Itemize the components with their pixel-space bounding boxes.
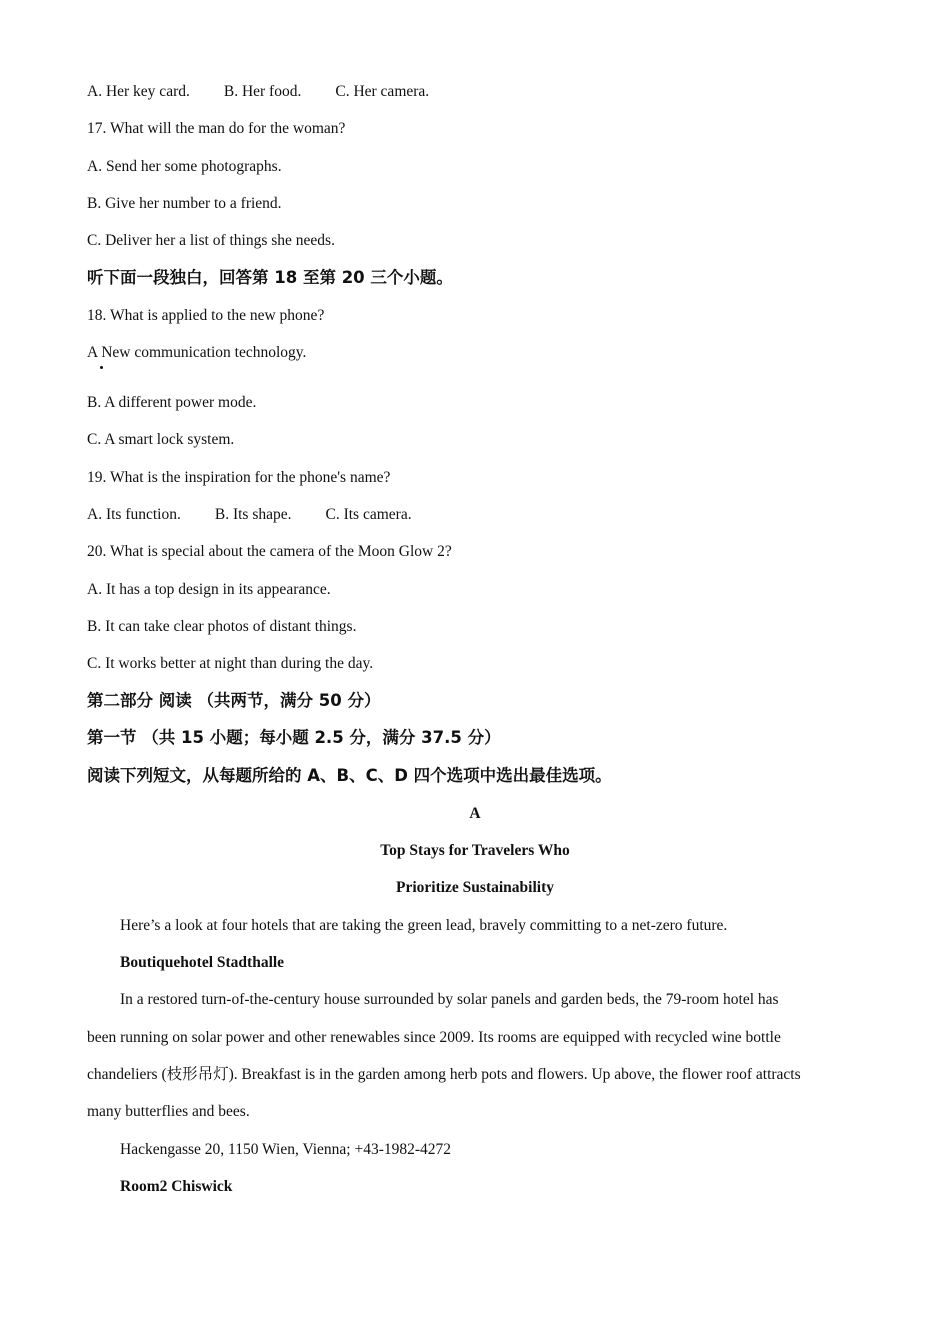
q16-options (87, 82, 429, 102)
q20-option-c: C. It works better at night than during the day. (87, 655, 374, 672)
hotel1-name: Boutiquehotel Stadthalle (120, 954, 285, 971)
q16-option-b: B. Her food. (223, 83, 302, 100)
q19-options (87, 505, 412, 525)
q18-question: 18. What is applied to the new phone? (87, 307, 325, 324)
q19-option-a: A. Its function. (87, 506, 181, 523)
q20-question: 20. What is special about the camera of the Moon Glow 2? (87, 543, 452, 560)
hotel1-address: Hackengasse 20, 1150 Wien, Vienna; +43-1982-4272 (120, 1141, 452, 1158)
passage-title-line2: Prioritize Sustainability (395, 879, 554, 896)
q17-option-b: B. Give her number to a friend. (87, 195, 282, 212)
stray-dot (100, 366, 103, 369)
part2-title: 第二部分 阅读 （共两节，满分 50 分） (87, 691, 381, 710)
q19-option-c: C. Its camera. (325, 506, 412, 523)
hotel1-paragraph-line4: many butterflies and bees. (87, 1103, 250, 1120)
hotel2-name: Room2 Chiswick (120, 1178, 233, 1195)
part2-section1: 第一节 （共 15 小题；每小题 2.5 分，满分 37.5 分） (87, 728, 501, 747)
hotel1-paragraph-line3: chandeliers (枝形吊灯). Breakfast is in the garden among herb pots and flowers. Up above, the flower roof attracts (87, 1066, 801, 1083)
q18-option-c: C. A smart lock system. (87, 431, 235, 448)
hotel1-paragraph-line2: been running on solar power and other renewables since 2009. Its rooms are equipped with recycled wine bottle (87, 1029, 781, 1046)
q18-option-b: B. A different power mode. (87, 394, 257, 411)
passage-letter: A (469, 805, 481, 822)
q18-option-a: A New communication technology. (87, 344, 307, 361)
section-heading-18-20: 听下面一段独白，回答第 18 至第 20 三个小题。 (87, 268, 453, 287)
hotel1-paragraph-line1: In a restored turn-of-the-century house surrounded by solar panels and garden beds, the 79-room hotel has (120, 991, 779, 1008)
passage-title-line1: Top Stays for Travelers Who (380, 842, 570, 859)
q16-option-a: A. Her key card. (87, 83, 190, 100)
q17-option-c: C. Deliver her a list of things she needs. (87, 232, 335, 249)
part2-instruction: 阅读下列短文，从每题所给的 A、B、C、D 四个选项中选出最佳选项。 (87, 766, 612, 785)
passage-intro: Here’s a look at four hotels that are taking the green lead, bravely committing to a net-zero future. (120, 917, 728, 934)
q17-option-a: A. Send her some photographs. (87, 158, 282, 175)
q19-question: 19. What is the inspiration for the phone's name? (87, 469, 391, 486)
q19-option-b: B. Its shape. (214, 506, 292, 523)
q20-option-b: B. It can take clear photos of distant things. (87, 618, 357, 635)
q20-option-a: A. It has a top design in its appearance. (87, 581, 331, 598)
q17-question: 17. What will the man do for the woman? (87, 120, 346, 137)
q16-option-c: C. Her camera. (335, 83, 430, 100)
